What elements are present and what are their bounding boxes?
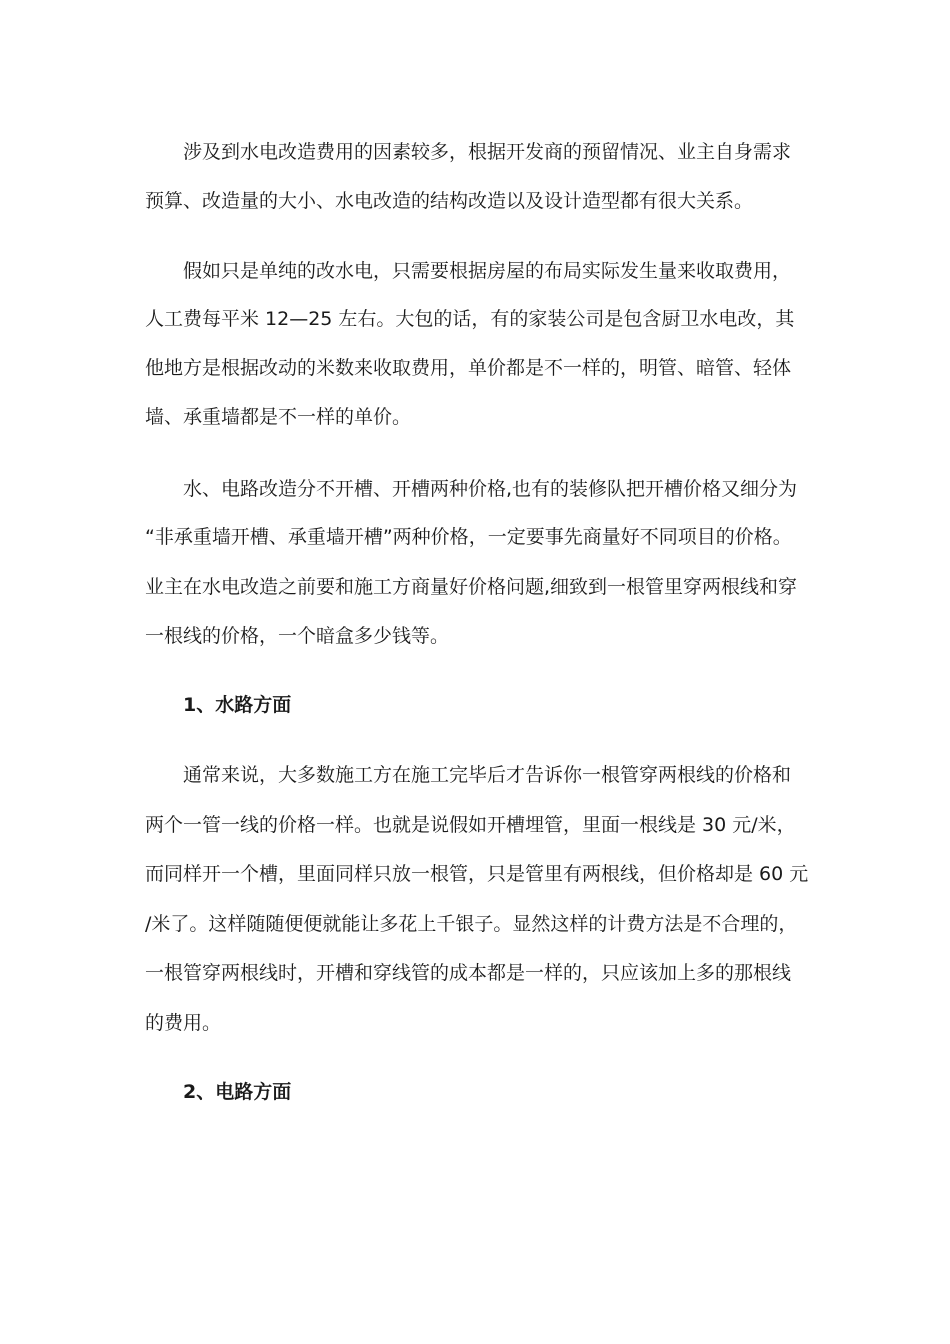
- paragraph-3-line-4: 一根线的价格，一个暗盒多少钱等。: [145, 625, 450, 647]
- section-heading-water: 1、水路方面: [183, 694, 292, 716]
- section-heading-electric: 2、电路方面: [183, 1081, 292, 1103]
- paragraph-1-line-2: 预算、改造量的大小、水电改造的结构改造以及设计造型都有很大关系。: [145, 190, 754, 212]
- paragraph-2-line-1: 假如只是单纯的改水电，只需要根据房屋的布局实际发生量来收取费用，: [183, 260, 792, 282]
- paragraph-2-line-3: 他地方是根据改动的米数来收取费用，单价都是不一样的，明管、暗管、轻体: [145, 357, 792, 379]
- paragraph-5-line-5: 一根管穿两根线时，开槽和穿线管的成本都是一样的，只应该加上多的那根线: [145, 962, 792, 984]
- paragraph-5-line-2: 两个一管一线的价格一样。也就是说假如开槽埋管，里面一根线是 30 元/米，: [145, 814, 796, 836]
- paragraph-3-line-1: 水、电路改造分不开槽、开槽两种价格,也有的装修队把开槽价格又细分为: [183, 478, 798, 500]
- paragraph-5-line-3: 而同样开一个槽，里面同样只放一根管，只是管里有两根线，但价格却是 60 元: [145, 863, 809, 885]
- paragraph-5-line-6: 的费用。: [145, 1012, 222, 1034]
- paragraph-2-line-4: 墙、承重墙都是不一样的单价。: [145, 406, 412, 428]
- paragraph-5-line-4: /米了。这样随随便便就能让多花上千银子。显然这样的计费方法是不合理的，: [145, 913, 798, 935]
- paragraph-3-line-2: “非承重墙开槽、承重墙开槽”两种价格，一定要事先商量好不同项目的价格。: [145, 526, 792, 548]
- paragraph-5-line-1: 通常来说，大多数施工方在施工完毕后才告诉你一根管穿两根线的价格和: [183, 764, 792, 786]
- paragraph-2-line-2: 人工费每平米 12—25 左右。大包的话，有的家装公司是包含厨卫水电改，其: [145, 308, 795, 330]
- paragraph-1-line-1: 涉及到水电改造费用的因素较多，根据开发商的预留情况、业主自身需求: [183, 141, 792, 163]
- paragraph-3-line-3: 业主在水电改造之前要和施工方商量好价格问题,细致到一根管里穿两根线和穿: [145, 576, 798, 598]
